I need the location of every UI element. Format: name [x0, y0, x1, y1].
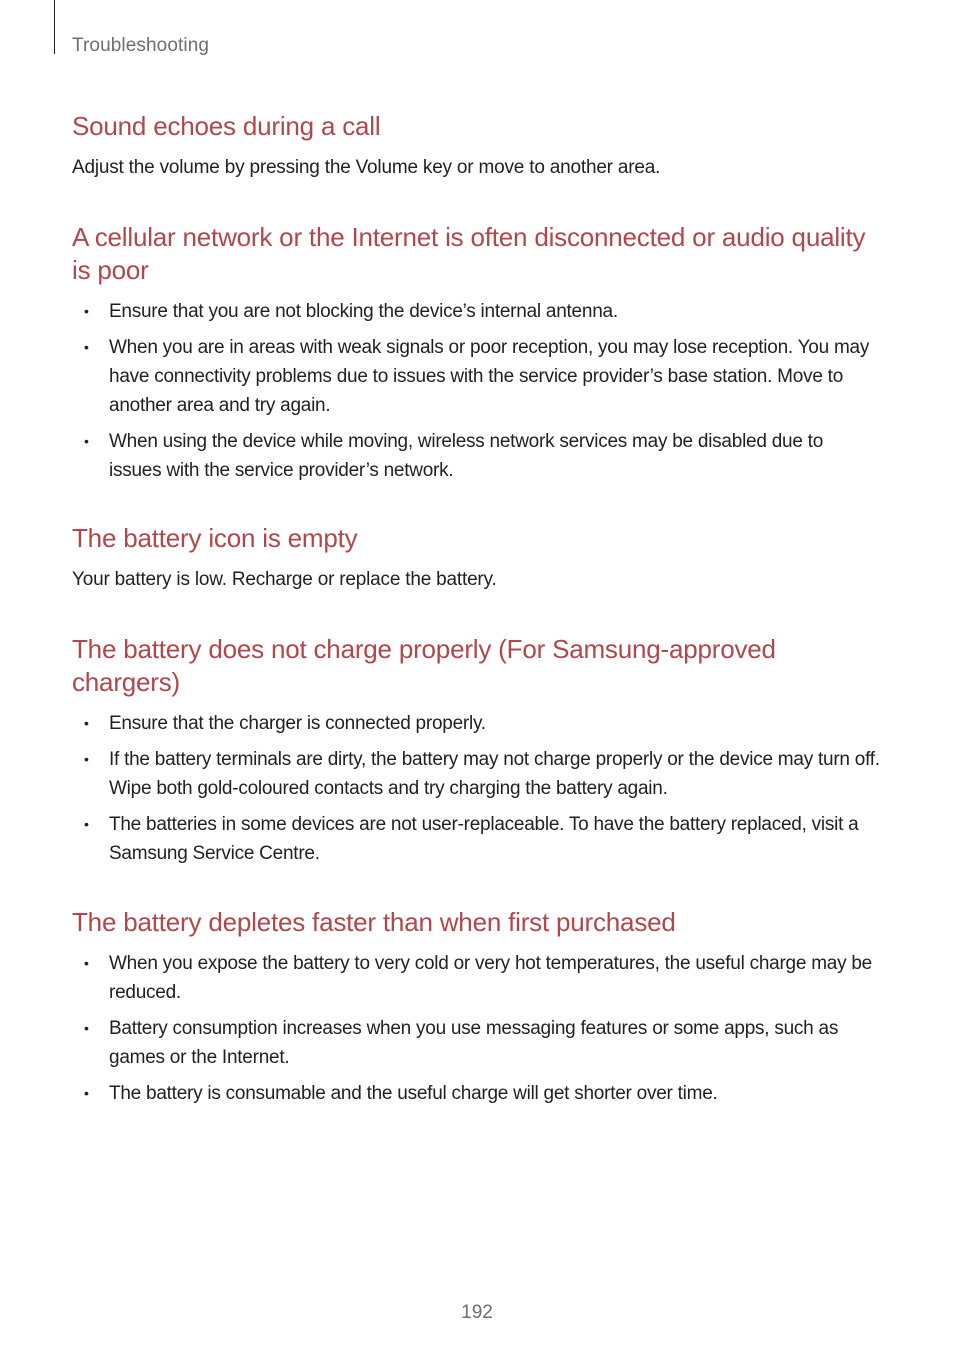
section-paragraph: Adjust the volume by pressing the Volume key or move to another area. [72, 157, 661, 178]
section-heading: A cellular network or the Internet is often disconnected or audio quality is poor [72, 222, 866, 285]
section-sound-echoes [72, 110, 880, 182]
list-item-text: The battery is consumable and the useful charge will get shorter over time. [109, 1083, 718, 1104]
bullet-list [72, 297, 880, 485]
list-item [72, 1014, 880, 1072]
bullet-list [72, 709, 880, 868]
list-item-text: When using the device while moving, wireless network services may be disabled due to issues with the service provider’s network. [109, 431, 824, 481]
bullet-icon: • [84, 339, 89, 355]
list-item-text: Ensure that you are not blocking the device’s internal antenna. [109, 301, 618, 322]
section-heading: Sound echoes during a call [72, 111, 381, 141]
bullet-icon: • [84, 1085, 89, 1101]
list-item [72, 297, 880, 326]
list-item [72, 427, 880, 485]
section-heading: The battery depletes faster than when first purchased [72, 907, 676, 937]
section-battery-depletes [72, 906, 880, 1108]
list-item [72, 333, 880, 420]
bullet-icon: • [84, 816, 89, 832]
bullet-list [72, 949, 880, 1108]
bullet-icon: • [84, 751, 89, 767]
list-item-text: Battery consumption increases when you use messaging features or some apps, such as games or the Internet. [109, 1018, 839, 1068]
list-item [72, 810, 880, 868]
section-heading: The battery does not charge properly (For Samsung-approved chargers) [72, 634, 776, 697]
list-item [72, 1079, 880, 1108]
list-item-text: When you expose the battery to very cold or very hot temperatures, the useful charge may be reduced. [109, 953, 872, 1003]
bullet-icon: • [84, 715, 89, 731]
page-number: 192 [461, 1302, 493, 1323]
list-item-text: The batteries in some devices are not user-replaceable. To have the battery replaced, visit a Samsung Service Centre. [109, 814, 859, 864]
section-battery-icon-empty [72, 522, 880, 594]
section-network-disconnected [72, 221, 880, 485]
list-item [72, 745, 880, 803]
list-item [72, 949, 880, 1007]
section-heading: The battery icon is empty [72, 523, 358, 553]
bullet-icon: • [84, 303, 89, 319]
section-paragraph: Your battery is low. Recharge or replace the battery. [72, 569, 497, 590]
running-header: Troubleshooting [72, 35, 210, 56]
list-item-text: Ensure that the charger is connected properly. [109, 713, 486, 734]
header-rule [54, 0, 55, 54]
list-item-text: If the battery terminals are dirty, the battery may not charge properly or the device may turn off. Wipe both gold-coloured contacts and try charging the battery again. [109, 749, 880, 799]
bullet-icon: • [84, 955, 89, 971]
list-item-text: When you are in areas with weak signals or poor reception, you may lose reception. You may have connectivity problems due to issues with the service provider’s base station. Move to another area and try again. [109, 337, 870, 416]
bullet-icon: • [84, 1020, 89, 1036]
page-content [72, 110, 880, 1108]
bullet-icon: • [84, 433, 89, 449]
list-item [72, 709, 880, 738]
section-battery-not-charging [72, 633, 880, 868]
